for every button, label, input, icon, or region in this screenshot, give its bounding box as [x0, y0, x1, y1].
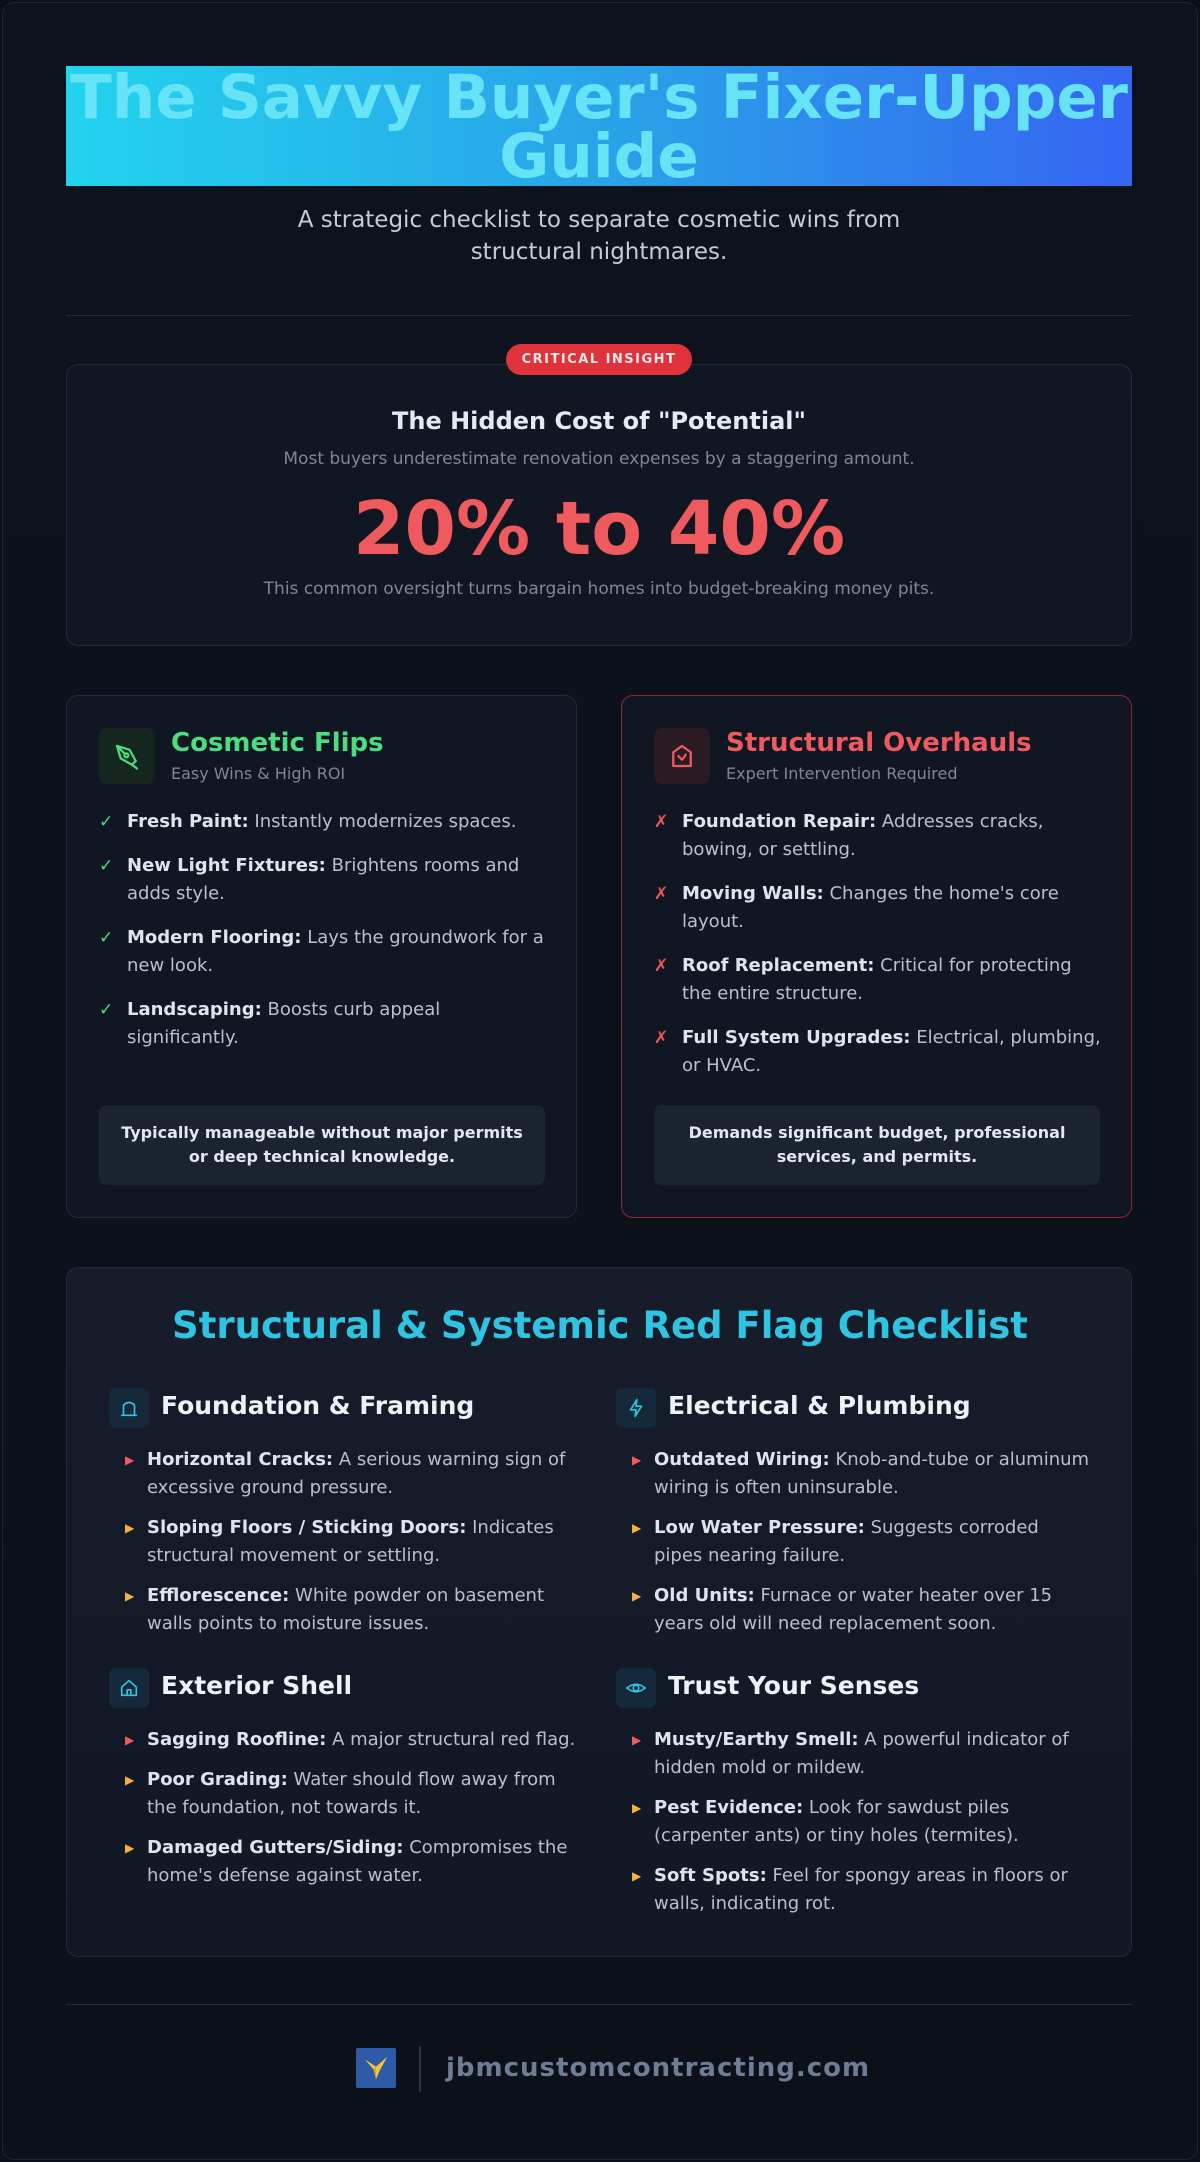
item-label: Soft Spots:: [654, 1865, 767, 1886]
list-item: [654, 880, 1104, 936]
list-item: [125, 1446, 585, 1502]
footer-domain-link[interactable]: jbmcustomcontracting.com: [446, 2053, 871, 2083]
checklist-title: Structural & Systemic Red Flag Checklist: [172, 1304, 1028, 1347]
item-label: Old Units:: [654, 1585, 755, 1606]
item-text: A major structural red flag.: [326, 1729, 576, 1750]
item-text: Addresses cracks, bowing, or settling.: [682, 811, 1044, 860]
item-label: Poor Grading:: [147, 1769, 288, 1790]
item-label: Moving Walls:: [682, 883, 824, 904]
item-text: Boosts curb appeal significantly.: [127, 999, 441, 1048]
structural-note: Demands significant budget, professional services, and permits.: [654, 1105, 1100, 1185]
item-label: Landscaping:: [127, 999, 262, 1020]
list-item: [99, 852, 549, 908]
item-label: Low Water Pressure:: [654, 1517, 865, 1538]
list-marker: ▶: [125, 1589, 135, 1603]
item-label: Horizontal Cracks:: [147, 1449, 334, 1470]
item-text: Water should flow away from the foundation, not towards it.: [147, 1769, 556, 1818]
list-item: [654, 808, 1104, 864]
insight-title: The Hidden Cost of "Potential": [391, 407, 807, 435]
list-item: [632, 1446, 1092, 1502]
list-marker: ✗: [654, 1028, 669, 1048]
item-label: Modern Flooring:: [127, 927, 302, 948]
insight-caption: This common oversight turns bargain homes into budget-breaking money pits.: [263, 579, 935, 599]
item-label: Foundation Repair:: [682, 811, 877, 832]
item-text: Look for sawdust piles (carpenter ants) or tiny holes (termites).: [654, 1797, 1019, 1846]
list-marker: ✓: [99, 928, 114, 948]
item-label: Sloping Floors / Sticking Doors:: [147, 1517, 467, 1538]
item-text: Knob-and-tube or aluminum wiring is often uninsurable.: [654, 1449, 1090, 1498]
item-text: Electrical, plumbing, or HVAC.: [682, 1027, 1101, 1076]
list-item: [99, 808, 549, 836]
list-item: [654, 952, 1104, 1008]
structural-list: [654, 808, 1104, 1096]
list-marker: ▶: [632, 1869, 642, 1883]
bird-logo-icon: [356, 2048, 396, 2088]
house-icon: [109, 1668, 149, 1708]
list-marker: ▶: [632, 1521, 642, 1535]
list-item: [654, 1024, 1104, 1080]
item-text: Suggests corroded pipes nearing failure.: [654, 1517, 1039, 1566]
section-list: [125, 1726, 585, 1902]
list-marker: ▶: [125, 1521, 135, 1535]
critical-insight-badge: CRITICAL INSIGHT: [506, 344, 692, 375]
list-item: [125, 1582, 585, 1638]
list-item: [632, 1862, 1092, 1918]
insight-stat: 20% to 40%: [353, 486, 845, 572]
list-marker: ▶: [125, 1773, 135, 1787]
item-label: Efflorescence:: [147, 1585, 290, 1606]
cosmetic-flips-card: [66, 695, 577, 1218]
list-marker: ✗: [654, 812, 669, 832]
structural-title: Structural Overhauls: [726, 728, 1032, 758]
house-warning-icon: [654, 728, 710, 784]
foundation-icon: [109, 1388, 149, 1428]
list-item: [632, 1726, 1092, 1782]
list-item: [632, 1514, 1092, 1570]
divider-top: [66, 315, 1132, 316]
red-flag-checklist: [66, 1267, 1132, 1957]
item-text: Feel for spongy areas in floors or walls, indicating rot.: [654, 1865, 1068, 1914]
item-label: Full System Upgrades:: [682, 1027, 911, 1048]
divider-bottom: [66, 2004, 1132, 2005]
item-label: Musty/Earthy Smell:: [654, 1729, 859, 1750]
item-text: White powder on basement walls points to moisture issues.: [147, 1585, 545, 1634]
list-marker: ✓: [99, 856, 114, 876]
item-text: Instantly modernizes spaces.: [248, 811, 517, 832]
list-item: [632, 1582, 1092, 1638]
list-marker: ▶: [632, 1589, 642, 1603]
eye-icon: [616, 1668, 656, 1708]
list-marker: ▶: [632, 1453, 642, 1467]
item-text: Lays the groundwork for a new look.: [127, 927, 544, 976]
structural-subtitle: Expert Intervention Required: [726, 764, 958, 783]
page-title: The Savvy Buyer's Fixer-Upper Guide: [70, 62, 1128, 192]
list-item: [125, 1726, 585, 1754]
item-text: Furnace or water heater over 15 years old will need replacement soon.: [654, 1585, 1053, 1634]
list-item: [99, 924, 549, 980]
item-text: Compromises the home's defense against water.: [147, 1837, 568, 1886]
list-marker: ▶: [632, 1801, 642, 1815]
item-text: Indicates structural movement or settling.: [147, 1517, 554, 1566]
list-marker: ✓: [99, 812, 114, 832]
item-label: Sagging Roofline:: [147, 1729, 327, 1750]
cosmetic-note: Typically manageable without major permits or deep technical knowledge.: [99, 1105, 545, 1185]
item-label: Roof Replacement:: [682, 955, 875, 976]
item-label: New Light Fixtures:: [127, 855, 326, 876]
section-title: Foundation & Framing: [161, 1391, 475, 1420]
list-item: [99, 996, 549, 1052]
item-label: Pest Evidence:: [654, 1797, 804, 1818]
list-item: [125, 1514, 585, 1570]
list-item: [125, 1834, 585, 1890]
list-marker: ✓: [99, 1000, 114, 1020]
list-marker: ✗: [654, 956, 669, 976]
page-subtitle: A strategic checklist to separate cosmetic wins from structural nightmares.: [297, 207, 901, 265]
item-text: Brightens rooms and adds style.: [127, 855, 520, 904]
section-title: Trust Your Senses: [668, 1671, 920, 1700]
item-label: Outdated Wiring:: [654, 1449, 830, 1470]
item-label: Damaged Gutters/Siding:: [147, 1837, 404, 1858]
insight-subtitle: Most buyers underestimate renovation expenses by a staggering amount.: [283, 449, 915, 469]
paint-brush-icon: [99, 728, 155, 784]
item-label: Fresh Paint:: [127, 811, 249, 832]
section-title: Exterior Shell: [161, 1671, 353, 1700]
cosmetic-list: [99, 808, 549, 1068]
list-marker: ▶: [125, 1453, 135, 1467]
list-marker: ▶: [125, 1733, 135, 1747]
footer-separator: [419, 2046, 421, 2092]
section-list: [632, 1446, 1092, 1650]
item-text: Changes the home's core layout.: [682, 883, 1059, 932]
list-marker: ▶: [125, 1841, 135, 1855]
section-list: [125, 1446, 585, 1650]
cosmetic-title: Cosmetic Flips: [171, 728, 384, 758]
list-item: [632, 1794, 1092, 1850]
title-banner: [66, 62, 1132, 192]
section-title: Electrical & Plumbing: [668, 1391, 971, 1420]
list-item: [125, 1766, 585, 1822]
item-text: A powerful indicator of hidden mold or mildew.: [654, 1729, 1069, 1778]
list-marker: ▶: [632, 1733, 642, 1747]
cosmetic-subtitle: Easy Wins & High ROI: [171, 764, 346, 783]
list-marker: ✗: [654, 884, 669, 904]
item-text: A serious warning sign of excessive ground pressure.: [147, 1449, 566, 1498]
insight-card: [66, 364, 1132, 646]
section-list: [632, 1726, 1092, 1930]
lightning-icon: [616, 1388, 656, 1428]
structural-overhauls-card: [621, 695, 1132, 1218]
item-text: Critical for protecting the entire structure.: [682, 955, 1072, 1004]
